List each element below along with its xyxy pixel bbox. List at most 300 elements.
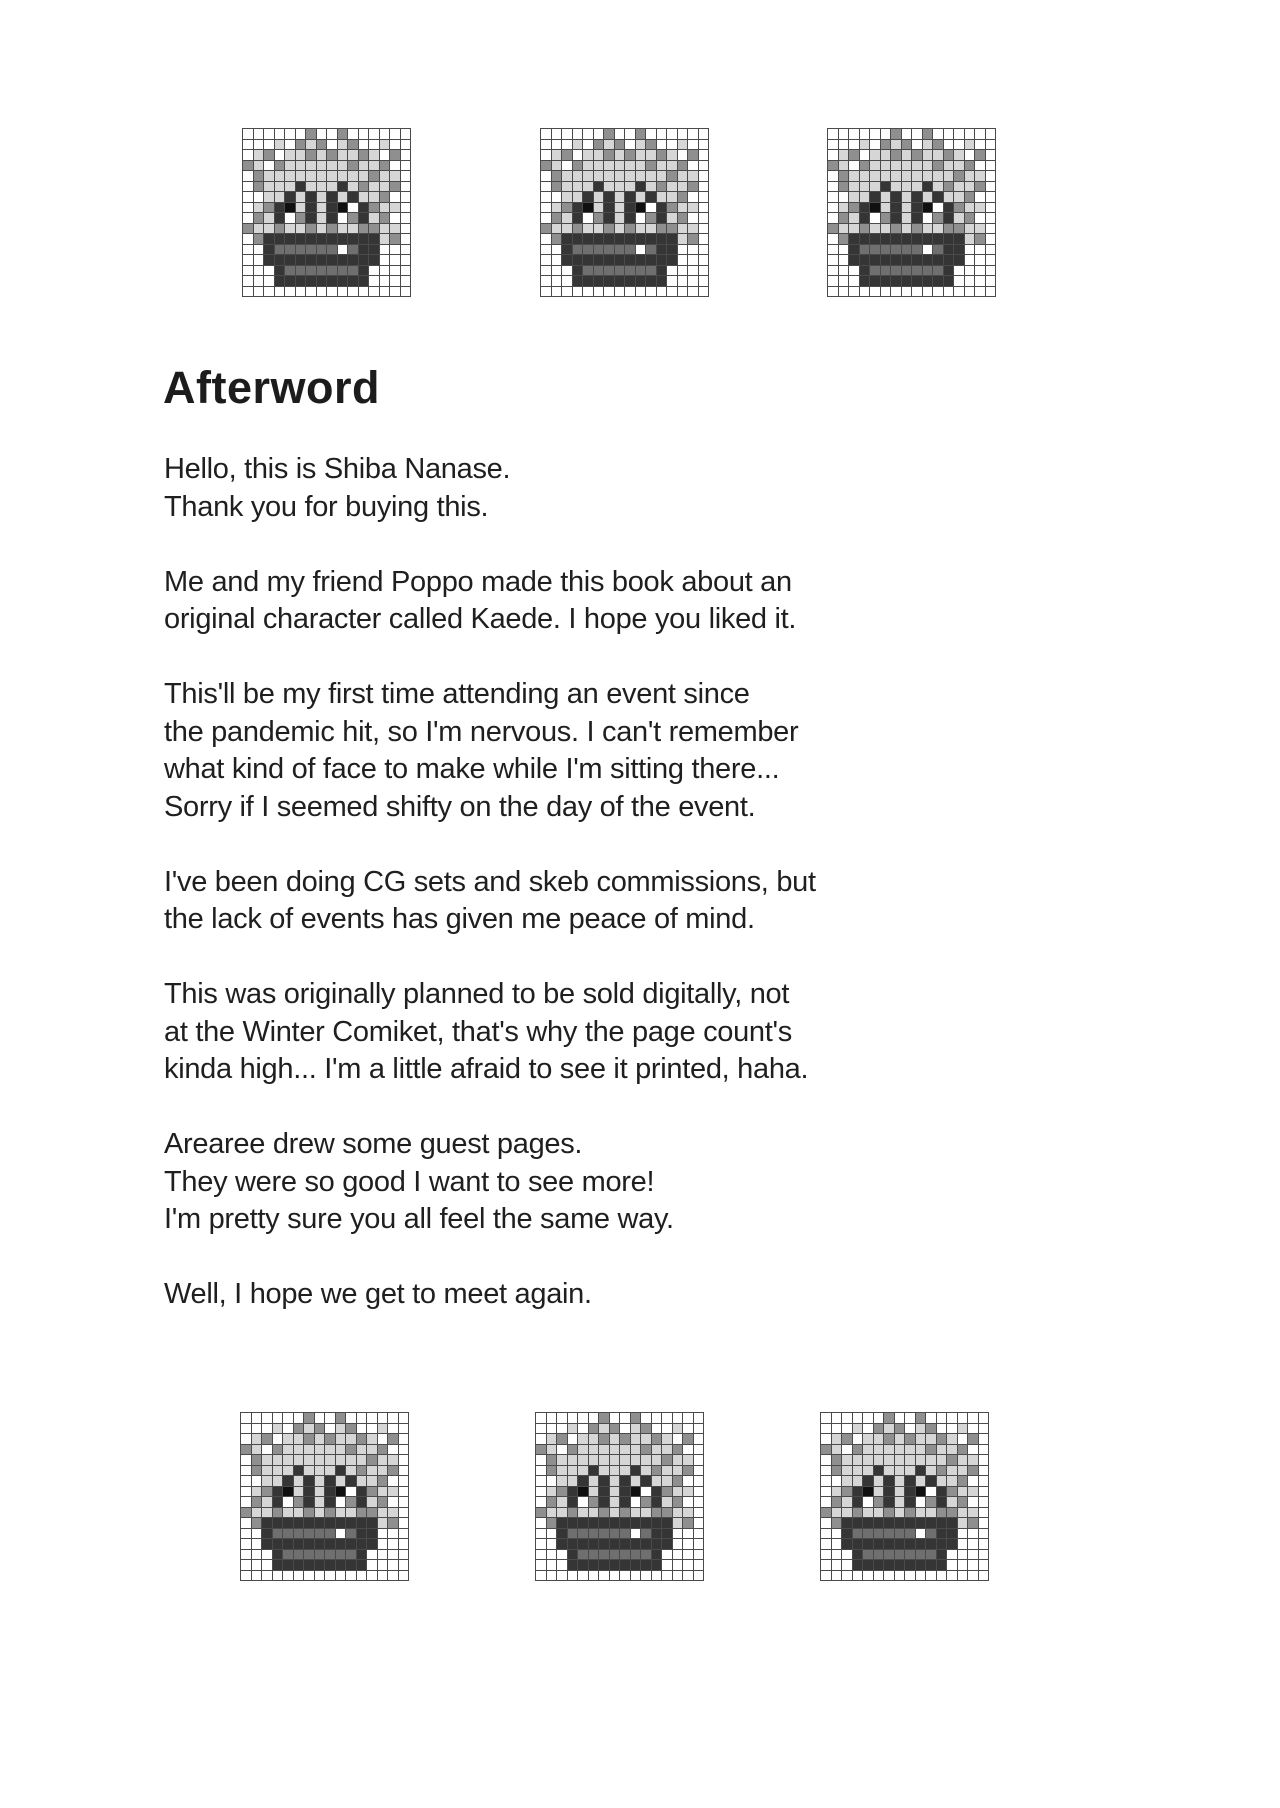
pixel-cell <box>536 1508 547 1519</box>
pixel-cell <box>625 150 636 161</box>
pixel-cell <box>380 255 391 266</box>
pixel-cell <box>615 161 626 172</box>
pixel-cell <box>241 1529 252 1540</box>
pixel-cell <box>536 1571 547 1582</box>
pixel-cell <box>636 234 647 245</box>
pixel-cell <box>262 1434 273 1445</box>
pixel-cell <box>294 1476 305 1487</box>
pixel-cell <box>699 234 710 245</box>
pixel-cell <box>694 1550 705 1561</box>
pixel-cell <box>874 1571 885 1582</box>
pixel-cell <box>317 192 328 203</box>
pixel-cell <box>646 140 657 151</box>
pixel-cell <box>926 1424 937 1435</box>
pixel-cell <box>388 1529 399 1540</box>
pixel-cell <box>853 1560 864 1571</box>
pixel-cell <box>252 1424 263 1435</box>
pixel-cell <box>254 245 265 256</box>
pixel-cell <box>870 203 881 214</box>
pixel-cell <box>652 1529 663 1540</box>
pixel-cell <box>657 161 668 172</box>
pixel-cell <box>652 1487 663 1498</box>
pixel-cell <box>832 1445 843 1456</box>
pixel-cell <box>547 1539 558 1550</box>
pixel-cell <box>958 1466 969 1477</box>
pixel-cell <box>839 192 850 203</box>
pixel-cell <box>536 1434 547 1445</box>
pixel-cell <box>541 276 552 287</box>
pixel-cell <box>652 1455 663 1466</box>
pixel-cell <box>662 1571 673 1582</box>
pixel-cell <box>688 171 699 182</box>
pixel-cell <box>965 234 976 245</box>
pixel-cell <box>264 192 275 203</box>
pixel-cell <box>895 1466 906 1477</box>
pixel-cell <box>652 1571 663 1582</box>
pixel-cell <box>610 1518 621 1529</box>
pixel-cell <box>536 1476 547 1487</box>
pixel-cell <box>842 1476 853 1487</box>
pixel-cell <box>615 140 626 151</box>
pixel-cell <box>641 1529 652 1540</box>
pixel-cell <box>573 150 584 161</box>
pixel-cell <box>262 1560 273 1571</box>
pixel-cell <box>821 1539 832 1550</box>
pixel-cell <box>380 150 391 161</box>
pixel-cell <box>631 1508 642 1519</box>
pixel-cell <box>562 203 573 214</box>
pixel-cell <box>620 1466 631 1477</box>
pixel-cell <box>657 245 668 256</box>
pixel-cell <box>599 1560 610 1571</box>
pixel-cell <box>916 1560 927 1571</box>
pixel-cell <box>294 1497 305 1508</box>
pixel-cell <box>986 150 997 161</box>
pixel-cell <box>933 129 944 140</box>
pixel-cell <box>578 1434 589 1445</box>
pixel-cell <box>390 234 401 245</box>
pixel-cell <box>673 1445 684 1456</box>
pixel-cell <box>937 1413 948 1424</box>
pixel-cell <box>937 1497 948 1508</box>
pixel-cell <box>944 129 955 140</box>
pixel-cell <box>986 182 997 193</box>
pixel-cell <box>604 140 615 151</box>
pixel-cell <box>283 1560 294 1571</box>
pixel-cell <box>891 234 902 245</box>
pixel-cell <box>874 1508 885 1519</box>
pixel-cell <box>252 1497 263 1508</box>
pixel-cell <box>916 1497 927 1508</box>
pixel-cell <box>552 140 563 151</box>
pixel-cell <box>652 1518 663 1529</box>
pixel-cell <box>317 171 328 182</box>
pixel-cell <box>348 150 359 161</box>
pixel-cell <box>536 1560 547 1571</box>
pixel-cell <box>315 1434 326 1445</box>
pixel-cell <box>821 1571 832 1582</box>
pixel-cell <box>625 224 636 235</box>
pixel-cell <box>573 213 584 224</box>
pixel-cell <box>667 224 678 235</box>
pixel-cell <box>315 1518 326 1529</box>
pixel-cell <box>968 1571 979 1582</box>
pixel-cell <box>399 1508 410 1519</box>
pixel-cell <box>968 1413 979 1424</box>
pixel-cell <box>863 1445 874 1456</box>
pixel-cell <box>916 1518 927 1529</box>
pixel-cell <box>631 1455 642 1466</box>
pixel-cell <box>275 192 286 203</box>
pixel-cell <box>947 1571 958 1582</box>
pixel-cell <box>631 1518 642 1529</box>
pixel-cell <box>243 140 254 151</box>
paragraph <box>164 864 864 939</box>
pixel-cell <box>615 266 626 277</box>
pixel-cell <box>378 1455 389 1466</box>
pixel-cell <box>578 1476 589 1487</box>
pixel-cell <box>275 287 286 298</box>
pixel-cell <box>315 1497 326 1508</box>
pixel-cell <box>683 1529 694 1540</box>
pixel-cell <box>285 192 296 203</box>
pixel-cell <box>262 1455 273 1466</box>
pixel-cell <box>947 1466 958 1477</box>
pixel-cell <box>273 1424 284 1435</box>
pixel-cell <box>636 161 647 172</box>
pixel-cell <box>832 1455 843 1466</box>
pixel-cell <box>541 255 552 266</box>
pixel-cell <box>625 161 636 172</box>
pixel-cell <box>975 287 986 298</box>
pixel-cell <box>673 1539 684 1550</box>
pixel-cell <box>832 1550 843 1561</box>
pixel-cell <box>243 234 254 245</box>
pixel-cell <box>933 140 944 151</box>
pixel-cell <box>296 171 307 182</box>
pixel-cell <box>578 1539 589 1550</box>
pixel-cell <box>884 1550 895 1561</box>
pixel-cell <box>380 140 391 151</box>
pixel-cell <box>683 1434 694 1445</box>
paragraph-line: what kind of face to make while I'm sitting there... <box>164 753 780 785</box>
pixel-cell <box>296 287 307 298</box>
pixel-cell <box>631 1539 642 1550</box>
pixel-cell <box>367 1571 378 1582</box>
pixel-cell <box>926 1466 937 1477</box>
pixel-cell <box>979 1445 990 1456</box>
pixel-cell <box>562 287 573 298</box>
pixel-cell <box>641 1508 652 1519</box>
pixel-cell <box>699 203 710 214</box>
pixel-cell <box>273 1434 284 1445</box>
pixel-cell <box>678 213 689 224</box>
pixel-cell <box>327 245 338 256</box>
pixel-cell <box>568 1455 579 1466</box>
pixel-cell <box>828 129 839 140</box>
pixel-cell <box>369 287 380 298</box>
pixel-cell <box>874 1413 885 1424</box>
pixel-cell <box>821 1497 832 1508</box>
pixel-cell <box>954 276 965 287</box>
pixel-cell <box>860 171 871 182</box>
pixel-cell <box>557 1497 568 1508</box>
pixel-cell <box>832 1413 843 1424</box>
pixel-cell <box>325 1550 336 1561</box>
pixel-cell <box>986 129 997 140</box>
pixel-art-face <box>827 128 996 297</box>
pixel-cell <box>369 150 380 161</box>
pixel-cell <box>636 140 647 151</box>
pixel-cell <box>979 1487 990 1498</box>
pixel-cell <box>828 182 839 193</box>
pixel-cell <box>694 1466 705 1477</box>
pixel-cell <box>933 234 944 245</box>
pixel-cell <box>325 1413 336 1424</box>
pixel-cell <box>552 234 563 245</box>
pixel-cell <box>662 1434 673 1445</box>
pixel-cell <box>673 1518 684 1529</box>
pixel-cell <box>338 276 349 287</box>
pixel-cell <box>547 1560 558 1571</box>
pixel-cell <box>673 1413 684 1424</box>
pixel-cell <box>853 1413 864 1424</box>
pixel-cell <box>583 140 594 151</box>
pixel-cell <box>262 1476 273 1487</box>
pixel-cell <box>923 140 934 151</box>
pixel-cell <box>346 1445 357 1456</box>
pixel-cell <box>275 150 286 161</box>
pixel-cell <box>536 1424 547 1435</box>
pixel-cell <box>327 255 338 266</box>
pixel-cell <box>881 287 892 298</box>
pixel-cell <box>367 1539 378 1550</box>
pixel-cell <box>667 255 678 266</box>
pixel-cell <box>694 1539 705 1550</box>
pixel-cell <box>620 1550 631 1561</box>
pixel-cell <box>306 255 317 266</box>
pixel-cell <box>947 1424 958 1435</box>
pixel-cell <box>583 213 594 224</box>
pixel-cell <box>552 150 563 161</box>
pixel-cell <box>884 1413 895 1424</box>
pixel-cell <box>315 1539 326 1550</box>
pixel-cell <box>699 245 710 256</box>
pixel-cell <box>646 129 657 140</box>
pixel-cell <box>283 1518 294 1529</box>
pixel-cell <box>975 150 986 161</box>
pixel-cell <box>884 1508 895 1519</box>
pixel-cell <box>923 129 934 140</box>
pixel-cell <box>557 1560 568 1571</box>
pixel-cell <box>578 1560 589 1571</box>
pixel-cell <box>678 276 689 287</box>
pixel-cell <box>547 1518 558 1529</box>
pixel-cell <box>631 1560 642 1571</box>
pixel-cell <box>958 1560 969 1571</box>
pixel-cell <box>285 224 296 235</box>
pixel-cell <box>359 150 370 161</box>
pixel-cell <box>552 129 563 140</box>
pixel-cell <box>694 1529 705 1540</box>
pixel-cell <box>874 1497 885 1508</box>
pixel-cell <box>688 224 699 235</box>
pixel-cell <box>667 150 678 161</box>
pixel-cell <box>243 129 254 140</box>
pixel-cell <box>604 203 615 214</box>
pixel-cell <box>657 203 668 214</box>
pixel-cell <box>273 1529 284 1540</box>
pixel-cell <box>631 1424 642 1435</box>
pixel-cell <box>975 129 986 140</box>
pixel-cell <box>975 245 986 256</box>
pixel-cell <box>870 192 881 203</box>
pixel-cell <box>390 171 401 182</box>
pixel-cell <box>839 276 850 287</box>
pixel-cell <box>839 129 850 140</box>
pixel-cell <box>262 1529 273 1540</box>
pixel-cell <box>631 1497 642 1508</box>
pixel-cell <box>912 182 923 193</box>
pixel-cell <box>678 192 689 203</box>
pixel-cell <box>923 182 934 193</box>
pixel-cell <box>620 1424 631 1435</box>
pixel-cell <box>986 276 997 287</box>
pixel-cell <box>338 161 349 172</box>
afterword-heading: Afterword <box>163 362 380 413</box>
pixel-cell <box>874 1518 885 1529</box>
pixel-cell <box>828 161 839 172</box>
pixel-cell <box>828 171 839 182</box>
pixel-cell <box>589 1560 600 1571</box>
pixel-cell <box>891 255 902 266</box>
pixel-cell <box>641 1455 652 1466</box>
pixel-cell <box>863 1508 874 1519</box>
pixel-cell <box>631 1413 642 1424</box>
pixel-cell <box>944 150 955 161</box>
pixel-cell <box>380 192 391 203</box>
pixel-cell <box>849 171 860 182</box>
pixel-cell <box>683 1497 694 1508</box>
pixel-cell <box>832 1424 843 1435</box>
pixel-cell <box>652 1550 663 1561</box>
pixel-cell <box>895 1445 906 1456</box>
pixel-cell <box>667 129 678 140</box>
pixel-cell <box>254 203 265 214</box>
pixel-cell <box>916 1434 927 1445</box>
pixel-cell <box>573 255 584 266</box>
pixel-cell <box>367 1518 378 1529</box>
pixel-cell <box>646 161 657 172</box>
pixel-cell <box>388 1518 399 1529</box>
pixel-cell <box>338 192 349 203</box>
pixel-cell <box>401 276 412 287</box>
pixel-cell <box>390 287 401 298</box>
pixel-cell <box>243 287 254 298</box>
pixel-cell <box>625 213 636 224</box>
pixel-cell <box>849 234 860 245</box>
pixel-cell <box>562 192 573 203</box>
pixel-cell <box>557 1518 568 1529</box>
pixel-cell <box>926 1518 937 1529</box>
paragraph-line: at the Winter Comiket, that's why the page count's <box>164 1015 792 1048</box>
pixel-cell <box>968 1445 979 1456</box>
pixel-cell <box>317 276 328 287</box>
pixel-cell <box>273 1497 284 1508</box>
pixel-cell <box>620 1476 631 1487</box>
pixel-cell <box>243 182 254 193</box>
pixel-cell <box>694 1560 705 1571</box>
pixel-cell <box>863 1560 874 1571</box>
pixel-cell <box>401 140 412 151</box>
pixel-cell <box>842 1413 853 1424</box>
pixel-cell <box>694 1434 705 1445</box>
pixel-cell <box>895 1497 906 1508</box>
pixel-cell <box>610 1529 621 1540</box>
pixel-cell <box>874 1487 885 1498</box>
pixel-cell <box>359 234 370 245</box>
pixel-cell <box>338 287 349 298</box>
pixel-cell <box>965 129 976 140</box>
pixel-cell <box>573 287 584 298</box>
pixel-cell <box>926 1560 937 1571</box>
pixel-cell <box>296 234 307 245</box>
pixel-cell <box>905 1518 916 1529</box>
pixel-cell <box>860 266 871 277</box>
pixel-cell <box>979 1529 990 1540</box>
pixel-cell <box>273 1455 284 1466</box>
pixel-cell <box>937 1424 948 1435</box>
pixel-cell <box>315 1413 326 1424</box>
pixel-cell <box>881 171 892 182</box>
pixel-cell <box>975 203 986 214</box>
pixel-cell <box>378 1550 389 1561</box>
pixel-cell <box>853 1487 864 1498</box>
pixel-cell <box>902 213 913 224</box>
pixel-cell <box>346 1571 357 1582</box>
pixel-cell <box>604 255 615 266</box>
pixel-cell <box>657 182 668 193</box>
pixel-cell <box>905 1455 916 1466</box>
pixel-cell <box>881 140 892 151</box>
pixel-cell <box>860 203 871 214</box>
pixel-cell <box>902 276 913 287</box>
pixel-cell <box>683 1445 694 1456</box>
pixel-cell <box>557 1445 568 1456</box>
pixel-cell <box>916 1413 927 1424</box>
pixel-cell <box>968 1550 979 1561</box>
pixel-cell <box>646 192 657 203</box>
pixel-cell <box>557 1487 568 1498</box>
paragraph-line: the lack of events has given me peace of mind. <box>164 903 755 935</box>
pixel-cell <box>306 276 317 287</box>
pixel-cell <box>870 140 881 151</box>
pixel-art-face <box>242 128 411 297</box>
pixel-cell <box>346 1560 357 1571</box>
pixel-cell <box>262 1571 273 1582</box>
pixel-cell <box>357 1518 368 1529</box>
pixel-cell <box>986 234 997 245</box>
pixel-cell <box>832 1476 843 1487</box>
pixel-cell <box>912 287 923 298</box>
pixel-cell <box>594 192 605 203</box>
pixel-cell <box>926 1571 937 1582</box>
pixel-cell <box>683 1466 694 1477</box>
pixel-cell <box>849 203 860 214</box>
pixel-cell <box>562 213 573 224</box>
pixel-cell <box>821 1529 832 1540</box>
pixel-cell <box>315 1424 326 1435</box>
